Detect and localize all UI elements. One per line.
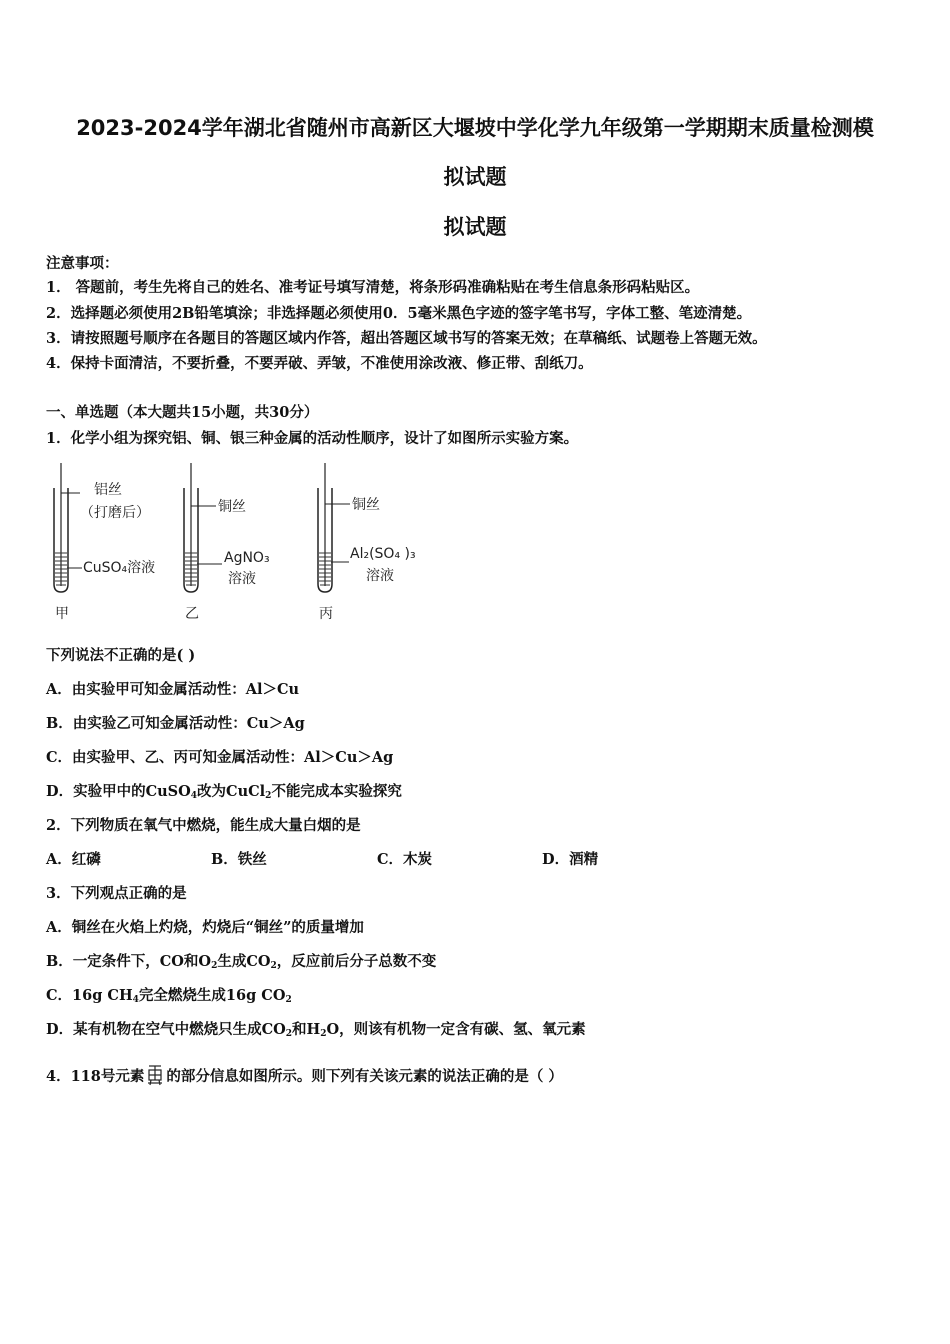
question-2-option-d: D．酒精 [542, 851, 599, 868]
question-3-option-b: B．一定条件下，CO和$O_2$生成$CO_2$，反应前后分子总数不变 [46, 953, 437, 971]
tube-b-name: 乙 [185, 606, 199, 622]
notice-heading: 注意事项： [46, 255, 119, 272]
tube-b-solution-line1: AgNO₃ [224, 550, 270, 566]
notice-item-2: 2．选择题必须使用2B铅笔填涂；非选择题必须使用0．5毫米黑色字迹的签字笔书写，字体工整、笔迹清楚。 [46, 305, 752, 322]
exam-title-line2: 拟试题 [443, 165, 507, 189]
tube-a-wire-note: （打磨后） [80, 505, 150, 521]
question-4-stem: 4．118号元素 的部分信息如图所示。则下列有关该元素的说法正确的是（ ） [46, 1064, 563, 1086]
section-heading: 一、单选题（本大题共15小题，共30分） [46, 404, 319, 421]
question-2-options [46, 848, 646, 870]
question-2-option-b: B．铁丝 [211, 851, 267, 868]
question-1-option-d: D．实验甲中的CuSO$_4$改为CuCl$_2$不能完成本实验探究 [46, 783, 402, 801]
notice-item-3: 3．请按照题号顺序在各题目的答题区域内作答，超出答题区域书写的答案无效；在草稿纸、试题卷上答题无效。 [46, 330, 767, 347]
question-3-stem: 3．下列观点正确的是 [46, 885, 187, 902]
tube-b-wire-label: 铜丝 [218, 499, 246, 515]
question-1-prompt: 下列说法不正确的是( ) [46, 647, 196, 664]
question-2-option-a: A．红磷 [46, 851, 101, 868]
notice-item-4: 4．保持卡面清洁，不要折叠，不要弄破、弄皱，不准使用涂改液、修正带、刮纸刀。 [46, 355, 593, 372]
tube-a-solution-label: CuSO₄溶液 [83, 560, 156, 576]
question-3-option-c: C．16g $CH_4$完全燃烧生成16g $CO_2$ [46, 987, 292, 1005]
tube-c-solution-line1: Al₂(SO₄ )₃ [350, 546, 416, 562]
exam-title-line1: 2023-2024学年湖北省随州市高新区大堰坡中学化学九年级第一学期期末质量检测模 [76, 116, 874, 140]
element-symbol-icon [147, 1064, 163, 1086]
question-2-option-c: C．木炭 [377, 851, 433, 868]
tube-c-name: 丙 [319, 606, 333, 622]
tube-b-solution-line2: 溶液 [228, 571, 256, 587]
notice-item-1: 1． 答题前，考生先将自己的姓名、准考证号填写清楚，将条形码准确粘贴在考生信息条形码粘贴区。 [46, 279, 700, 296]
question-1-stem: 1．化学小组为探究铝、铜、银三种金属的活动性顺序，设计了如图所示实验方案。 [46, 430, 579, 447]
test-tube-a [54, 463, 82, 592]
test-tube-c [318, 463, 350, 592]
tube-a-name: 甲 [55, 606, 69, 622]
question-3-option-a: A．铜丝在火焰上灼烧，灼烧后“铜丝”的质量增加 [46, 919, 364, 936]
test-tube-b [184, 463, 222, 592]
tube-c-solution-line2: 溶液 [366, 568, 394, 584]
exam-title-line3: 拟试题 [443, 215, 507, 239]
question-1-option-b: B．由实验乙可知金属活动性：Cu＞Ag [46, 715, 305, 732]
question-1-option-c: C．由实验甲、乙、丙可知金属活动性：Al＞Cu＞Ag [46, 749, 394, 766]
question-1-option-a: A．由实验甲可知金属活动性：Al＞Cu [46, 681, 300, 698]
tube-c-wire-label: 铜丝 [352, 497, 380, 513]
question-3-option-d: D．某有机物在空气中燃烧只生成$CO_2$和$H_2O$，则该有机物一定含有碳、氢、氧元素 [46, 1021, 586, 1039]
tube-a-wire-label: 铝丝 [94, 482, 122, 498]
test-tube-diagram [46, 458, 446, 628]
question-2-stem: 2．下列物质在氧气中燃烧，能生成大量白烟的是 [46, 817, 361, 834]
